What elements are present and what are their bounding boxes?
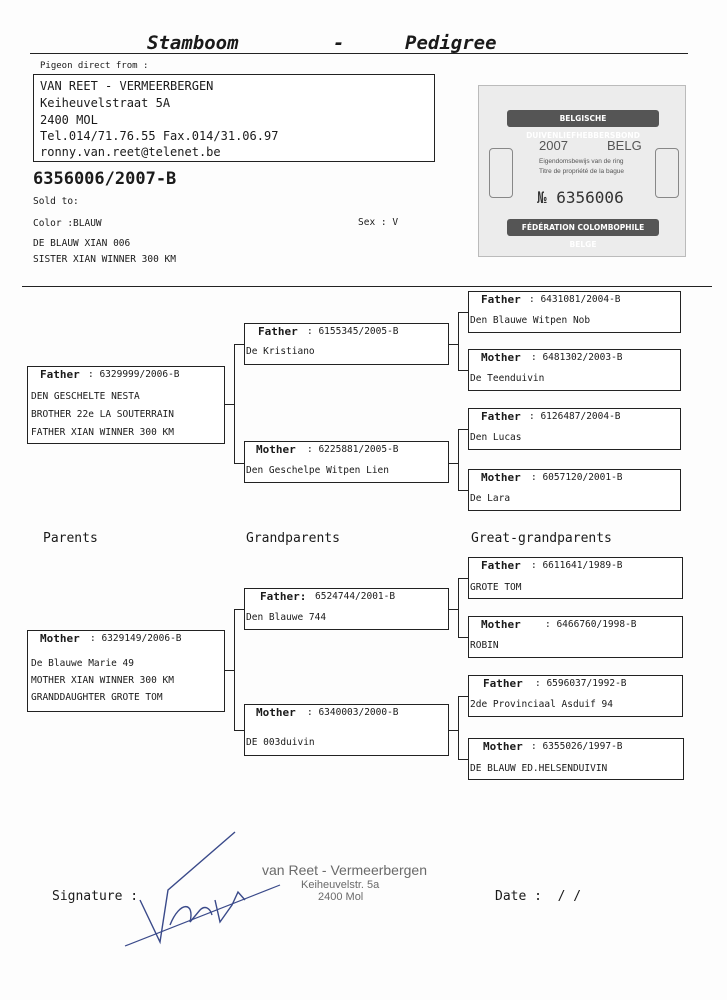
connector — [458, 370, 468, 371]
grandparent-name: Den Geschelpe Witpen Lien — [246, 465, 389, 476]
title-stamboom: Stamboom — [147, 32, 239, 54]
card-banner-top: BELGISCHE DUIVENLIEFHEBBERSBOND — [507, 110, 659, 127]
connector — [458, 429, 459, 490]
father-ring: : 6329999/2006-B — [88, 369, 180, 380]
connector — [458, 696, 459, 759]
pigeon-name: DE BLAUW XIAN 006 — [33, 238, 131, 249]
grandparent-label: Mother — [256, 706, 296, 719]
card-right-ornament — [655, 148, 679, 198]
great-grandparent-label: Father — [483, 677, 523, 690]
great-grandparent-name: De Teenduivin — [470, 373, 545, 384]
grandparent-label: Father: — [260, 590, 307, 603]
stamp-street: Keiheuvelstr. 5a — [301, 879, 380, 891]
pigeon-ring-number: 6356006/2007-B — [33, 169, 177, 189]
great-grandparent-ring: : 6596037/1992-B — [535, 678, 627, 689]
section-great-grandparents: Great-grandparents — [471, 531, 612, 546]
connector — [449, 609, 458, 610]
father-line-3: FATHER XIAN WINNER 300 KM — [31, 427, 174, 438]
great-grandparent-label: Father — [481, 559, 521, 572]
great-grandparent-ring: : 6057120/2001-B — [531, 472, 623, 483]
breeder-street: Keiheuvelstraat 5A — [40, 96, 171, 110]
great-grandparent-name: ROBIN — [470, 640, 499, 651]
connector — [449, 463, 458, 464]
stamp-name: van Reet - Vermeerbergen — [262, 862, 427, 878]
mother-label: Mother — [40, 632, 80, 645]
connector — [458, 759, 468, 760]
card-left-ornament — [489, 148, 513, 198]
breeder-address-box — [33, 74, 435, 162]
great-grandparent-ring: : 6126487/2004-B — [529, 411, 621, 422]
connector — [234, 609, 244, 610]
great-grandparent-ring: : 6611641/1989-B — [531, 560, 623, 571]
grandparent-ring: : 6225881/2005-B — [307, 444, 399, 455]
grandparent-ring: : 6340003/2000-B — [307, 707, 399, 718]
great-grandparent-label: Mother — [481, 618, 521, 631]
connector — [458, 429, 468, 430]
section-parents: Parents — [43, 531, 98, 546]
great-grandparent-name: DE BLAUW ED.HELSENDUIVIN — [470, 763, 608, 774]
date-label: Date : / / — [495, 889, 582, 904]
sold-to-label: Sold to: — [33, 196, 79, 207]
great-grandparent-box — [468, 738, 684, 780]
grandparent-box — [244, 441, 449, 483]
great-grandparent-box — [468, 349, 681, 391]
breeder-phone-fax: Tel.014/71.76.55 Fax.014/31.06.97 — [40, 129, 279, 143]
grandparent-label: Mother — [256, 443, 296, 456]
mother-box — [27, 630, 225, 712]
connector — [458, 637, 468, 638]
mother-line-3: GRANDDAUGHTER GROTE TOM — [31, 692, 163, 703]
great-grandparent-box — [468, 675, 683, 717]
grandparent-name: DE 003duivin — [246, 737, 315, 748]
mother-ring: : 6329149/2006-B — [90, 633, 182, 644]
great-grandparent-name: Den Blauwe Witpen Nob — [470, 315, 591, 326]
color-field: Color :BLAUW — [33, 218, 102, 229]
connector — [458, 490, 468, 491]
great-grandparent-label: Father — [481, 410, 521, 423]
stamp-city: 2400 Mol — [318, 891, 364, 903]
grandparent-ring: : 6155345/2005-B — [307, 326, 399, 337]
father-label: Father — [40, 368, 80, 381]
card-country: BELG — [607, 138, 642, 153]
great-grandparent-name: GROTE TOM — [470, 582, 522, 593]
connector — [234, 344, 235, 463]
great-grandparent-name: Den Lucas — [470, 432, 522, 443]
breeder-email: ronny.van.reet@telenet.be — [40, 145, 221, 159]
section-grandparents: Grandparents — [246, 531, 340, 546]
father-line-2: BROTHER 22e LA SOUTERRAIN — [31, 409, 174, 420]
connector — [225, 670, 234, 671]
grandparent-box — [244, 323, 449, 365]
header-rule — [30, 53, 688, 54]
connector — [234, 344, 244, 345]
father-box — [27, 366, 225, 444]
grandparent-ring: 6524744/2001-B — [315, 591, 396, 602]
connector — [234, 609, 235, 730]
great-grandparent-ring: : 6466760/1998-B — [545, 619, 637, 630]
great-grandparent-label: Father — [481, 293, 521, 306]
great-grandparent-label: Mother — [481, 471, 521, 484]
great-grandparent-label: Mother — [481, 351, 521, 364]
mother-line-2: MOTHER XIAN WINNER 300 KM — [31, 675, 174, 686]
connector — [458, 312, 468, 313]
great-grandparent-box — [468, 469, 681, 511]
connector — [234, 463, 244, 464]
breeder-name: VAN REET - VERMEERBERGEN — [40, 79, 214, 93]
great-grandparent-name: 2de Provinciaal Asduif 94 — [470, 699, 613, 710]
great-grandparent-ring: : 6431081/2004-B — [529, 294, 621, 305]
connector — [449, 730, 458, 731]
mother-line-1: De Blauwe Marie 49 — [31, 658, 134, 669]
pigeon-direct-from-label: Pigeon direct from : — [40, 61, 149, 71]
sex-field: Sex : V — [358, 217, 399, 228]
card-desc-fr: Titre de propriété de la bague — [539, 168, 625, 175]
breeder-city: 2400 MOL — [40, 113, 98, 127]
great-grandparent-box — [468, 557, 683, 599]
connector — [458, 578, 459, 637]
card-year: 2007 — [539, 138, 568, 153]
great-grandparent-ring: : 6481302/2003-B — [531, 352, 623, 363]
title-dash: - — [333, 32, 345, 54]
great-grandparent-box — [468, 408, 681, 450]
great-grandparent-box — [468, 616, 683, 658]
connector — [458, 696, 468, 697]
great-grandparent-box — [468, 291, 681, 333]
grandparent-name: Den Blauwe 744 — [246, 612, 327, 623]
pigeon-description: SISTER XIAN WINNER 300 KM — [33, 254, 176, 265]
great-grandparent-label: Mother — [483, 740, 523, 753]
grandparent-label: Father — [258, 325, 298, 338]
handwritten-signature — [120, 830, 290, 950]
card-desc-nl: Eigendomsbewijs van de ring — [539, 158, 624, 165]
connector — [234, 730, 244, 731]
ring-ownership-card — [478, 85, 686, 257]
grandparent-box — [244, 588, 449, 630]
card-ring-number: № 6356006 — [537, 188, 624, 207]
connector — [458, 312, 459, 370]
father-line-1: DEN GESCHELTE NESTA — [31, 391, 140, 402]
connector — [449, 344, 458, 345]
title-pedigree: Pedigree — [405, 32, 497, 54]
signature-label: Signature : — [52, 889, 139, 904]
great-grandparent-name: De Lara — [470, 493, 511, 504]
great-grandparent-ring: : 6355026/1997-B — [531, 741, 623, 752]
connector — [458, 578, 468, 579]
grandparent-name: De Kristiano — [246, 346, 315, 357]
divider-rule — [22, 286, 712, 287]
grandparent-box — [244, 704, 449, 756]
card-banner-bottom: FÉDÉRATION COLOMBOPHILE BELGE — [507, 219, 659, 236]
connector — [225, 404, 234, 405]
